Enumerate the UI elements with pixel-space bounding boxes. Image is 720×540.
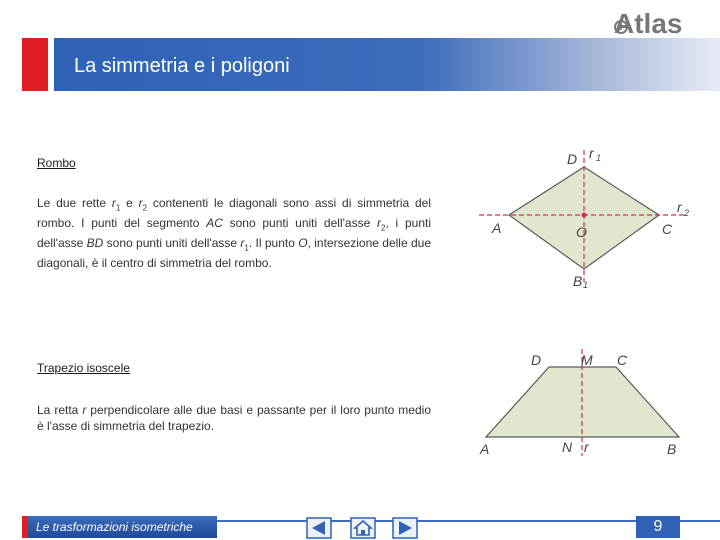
footer-bar xyxy=(22,516,217,538)
label-r1-sub: 1 xyxy=(596,153,602,163)
footer-accent xyxy=(22,516,28,538)
label-c: C xyxy=(617,352,628,368)
prev-icon[interactable] xyxy=(306,517,332,539)
footer-label: Le trasformazioni isometriche xyxy=(36,520,193,534)
label-r2-sub: 2 xyxy=(684,208,690,218)
rombo-text: Le due rette $r_1$ e $r_2$ contenenti le diagonali sono assi di simmetria del rombo. I punti del segmento AC sono punti uniti dell'asse $r_2$, i punti dell'asse BD sono punti uniti dell'asse $r_1$. Il punto O, intersezione delle due diagonali, è il centro di simmetria del rombo. xyxy=(37,196,431,270)
label-r2: r xyxy=(677,199,682,215)
page-number: 9 xyxy=(636,516,680,538)
section-title-trapezio: Trapezio isoscele xyxy=(37,361,130,375)
center-point xyxy=(582,213,587,218)
trapezoid-figure xyxy=(474,346,704,466)
label-d: D xyxy=(531,352,542,368)
header-accent xyxy=(22,38,48,91)
label-b-sub: 1 xyxy=(583,280,589,290)
label-o: O xyxy=(576,224,587,240)
label-d: D xyxy=(567,151,578,167)
svg-text:Atlas: Atlas xyxy=(614,8,683,36)
label-b: B xyxy=(667,441,677,457)
label-a: A xyxy=(480,441,490,457)
label-a: A xyxy=(492,220,502,236)
label-c: C xyxy=(662,221,673,237)
label-b: B xyxy=(573,273,583,289)
label-n: N xyxy=(562,439,573,455)
next-icon[interactable] xyxy=(392,517,418,539)
label-r1: r xyxy=(589,145,594,161)
atlas-logo xyxy=(612,6,702,36)
section-title-rombo: Rombo xyxy=(37,156,76,170)
label-r: r xyxy=(584,439,589,455)
label-m: M xyxy=(581,352,593,368)
page-title: La simmetria e i poligoni xyxy=(74,55,290,77)
rhombus-figure xyxy=(474,142,704,292)
trapezio-text: La retta r perpendicolare alle due basi e passante per il loro punto medio è l'asse di simmetria del trapezio. xyxy=(37,403,431,433)
title-bar xyxy=(54,38,720,91)
home-icon[interactable] xyxy=(350,517,376,539)
